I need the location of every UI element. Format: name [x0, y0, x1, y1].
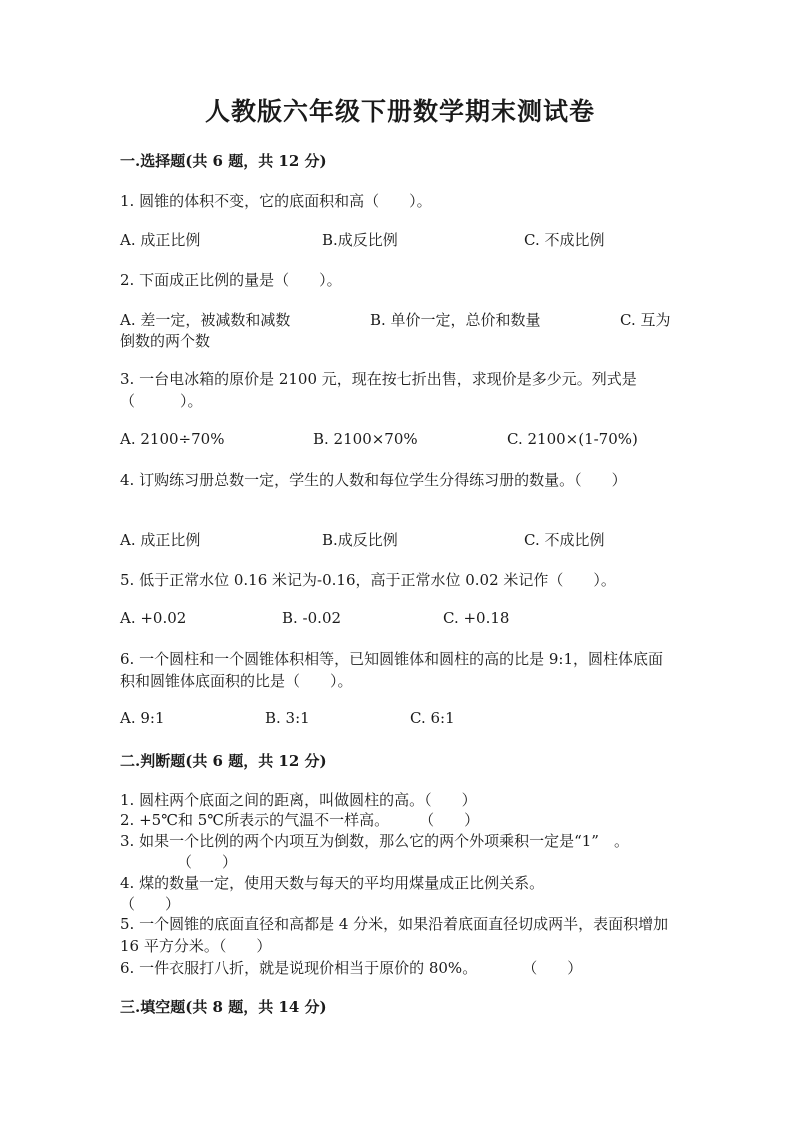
section-heading-choice: 一.选择题(共 6 题，共 12 分) — [120, 152, 327, 170]
judgement-3: 3. 如果一个比例的两个内项互为倒数，那么它的两个外项乘积一定是“1” 。 — [120, 832, 629, 850]
judgement-1: 1. 圆柱两个底面之间的距离，叫做圆柱的高。（ ） — [120, 791, 477, 809]
page-title: 人教版六年级下册数学期末测试卷 — [204, 97, 595, 126]
judgement-6: 6. 一件衣服打八折，就是说现价相当于原价的 80%。 （ ） — [120, 959, 583, 977]
judgement-2: 2. +5℃和 5℃所表示的气温不一样高。 （ ） — [120, 811, 480, 829]
q3-option-a: A. 2100÷70% — [120, 430, 225, 448]
q2-option-a: A. 差一定，被减数和减数 — [120, 311, 291, 329]
question-1: 1. 圆锥的体积不变，它的底面积和高（ ）。 — [120, 192, 432, 210]
q5-option-b: B. -0.02 — [282, 609, 342, 627]
question-2: 2. 下面成正比例的量是（ ）。 — [120, 271, 342, 289]
section-heading-fill-in: 三.填空题(共 8 题，共 14 分) — [120, 998, 327, 1016]
q3-option-c: C. 2100×(1-70%) — [507, 430, 638, 448]
q6-option-c: C. 6:1 — [410, 709, 455, 727]
q3-option-b: B. 2100×70% — [313, 430, 418, 448]
q5-option-a: A. +0.02 — [120, 609, 187, 627]
question-5: 5. 低于正常水位 0.16 米记为-0.16，高于正常水位 0.02 米记作（ ）。 — [120, 571, 616, 589]
judgement-3-answer-blank: （ ） — [177, 853, 238, 871]
q1-option-a: A. 成正比例 — [120, 231, 201, 249]
question-6: 6. 一个圆柱和一个圆锥体积相等，已知圆锥体和圆柱的高的比是 9:1，圆柱体底面积和圆锥体底面积的比是（ ）。 — [120, 650, 663, 690]
q6-option-b: B. 3:1 — [265, 709, 310, 727]
judgement-5: 5. 一个圆锥的底面直径和高都是 4 分米，如果沿着底面直径切成两半，表面积增加 16 平方分米。（ ） — [120, 915, 669, 955]
q5-option-c: C. +0.18 — [443, 609, 510, 627]
q2-option-c: C. 互为 — [620, 311, 671, 329]
q1-option-c: C. 不成比例 — [524, 231, 605, 249]
question-4: 4. 订购练习册总数一定，学生的人数和每位学生分得练习册的数量。（ ） — [120, 471, 627, 489]
section-heading-judgement: 二.判断题(共 6 题，共 12 分) — [120, 752, 327, 770]
q6-option-a: A. 9:1 — [120, 709, 165, 727]
q4-option-c: C. 不成比例 — [524, 531, 605, 549]
q4-option-b: B.成反比例 — [322, 531, 398, 549]
q1-option-b: B.成反比例 — [322, 231, 398, 249]
q2-option-c-continued: 倒数的两个数 — [120, 332, 211, 350]
judgement-4-answer-blank: （ ） — [120, 895, 181, 913]
judgement-4: 4. 煤的数量一定，使用天数与每天的平均用煤量成正比例关系。 — [120, 874, 545, 892]
q4-option-a: A. 成正比例 — [120, 531, 201, 549]
q2-option-b: B. 单价一定，总价和数量 — [370, 311, 541, 329]
question-3: 3. 一台电冰箱的原价是 2100 元，现在按七折出售，求现价是多少元。列式是（ ）。 — [120, 370, 637, 410]
